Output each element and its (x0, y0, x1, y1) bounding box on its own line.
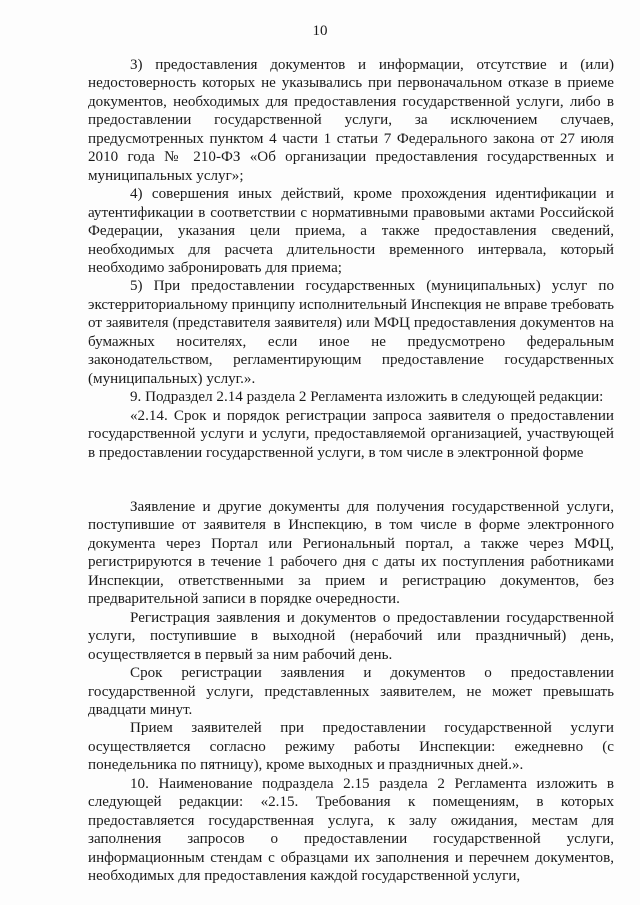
page-number: 10 (312, 23, 328, 39)
paragraph-section-9: 9. Подраздел 2.14 раздела 2 Регламента изложить в следующей редакции: (130, 389, 604, 406)
paragraph-item-5: 5) При предоставлении государственных (муниципальных) услуг по экстерриториальному принципу исполнительный Инспекция не вправе требовать от заявителя (представителя заявителя) или МФЦ предоставления документов на бумажных носителях, если иное не предусмотрено федеральным законодательством, регламентирующим предоставление государственных (муниципальных) услуг.». (88, 278, 614, 387)
paragraph-weekend-registration: Регистрация заявления и документов о предоставлении государственной услуги, поступившие в выходной (нерабочий или праздничный) день, осуществляется в первый за ним рабочий день. (88, 609, 614, 663)
paragraph-subsection-2-14-heading: «2.14. Срок и порядок регистрации запроса заявителя о предоставлении государственной услуги и услуги, предоставляемой организацией, участвующей в предоставлении государственной услуги, в том числе в электронной форме (88, 407, 614, 461)
paragraph-section-10: 10. Наименование подраздела 2.15 раздела 2 Регламента изложить в следующей редакции: «2.15. Требования к помещениям, в которых предоставляется государственная услуга, к залу ожидания, местам для заполнения запросов о предоставлении государственной услуги, информационным стендам с образцами их заполнения и перечнем документов, необходимых для предоставления каждой государственной услуги, (88, 775, 614, 885)
paragraph-registration-duration: Срок регистрации заявления и документов о предоставлении государственной услуги, представленных заявителем, не может превышать двадцати минут. (88, 665, 614, 718)
document-body (88, 56, 614, 885)
paragraph-item-3: 3) предоставления документов и информации, отсутствие и (или) недостоверность которых не указывались при первоначальном отказе в приеме документов, необходимых для предоставления государственной услуги, либо в предоставлении государственной услуги, за исключением случаев, предусмотренных пунктом 4 части 1 статьи 7 Федерального закона от 27 июля 2010 года № 210-ФЗ «Об организации предоставления государственных и муниципальных услуг»; (88, 57, 614, 184)
paragraph-item-4: 4) совершения иных действий, кроме прохождения идентификации и аутентификации в соответствии с нормативными правовыми актами Российской Федерации, указания цели приема, а также предоставления сведений, необходимых для расчета длительности временного интервала, который необходимо забронировать для приема; (88, 186, 614, 276)
paragraph-spacer (88, 462, 614, 498)
paragraph-reception-schedule: Прием заявителей при предоставлении государственной услуги осуществляется согласно режиму работы Инспекции: ежедневно (с понедельника по пятницу), кроме выходных и праздничных дней.». (88, 720, 614, 774)
paragraph-registration-terms: Заявление и другие документы для получения государственной услуги, поступившие от заявителя в Инспекцию, в том числе в форме электронного документа через Портал или Региональный портал, а также через МФЦ, регистрируются в течение 1 рабочего дня с даты их поступления работниками Инспекции, ответственными за прием и регистрацию документов, без предварительной записи в порядке очередности. (88, 498, 614, 608)
